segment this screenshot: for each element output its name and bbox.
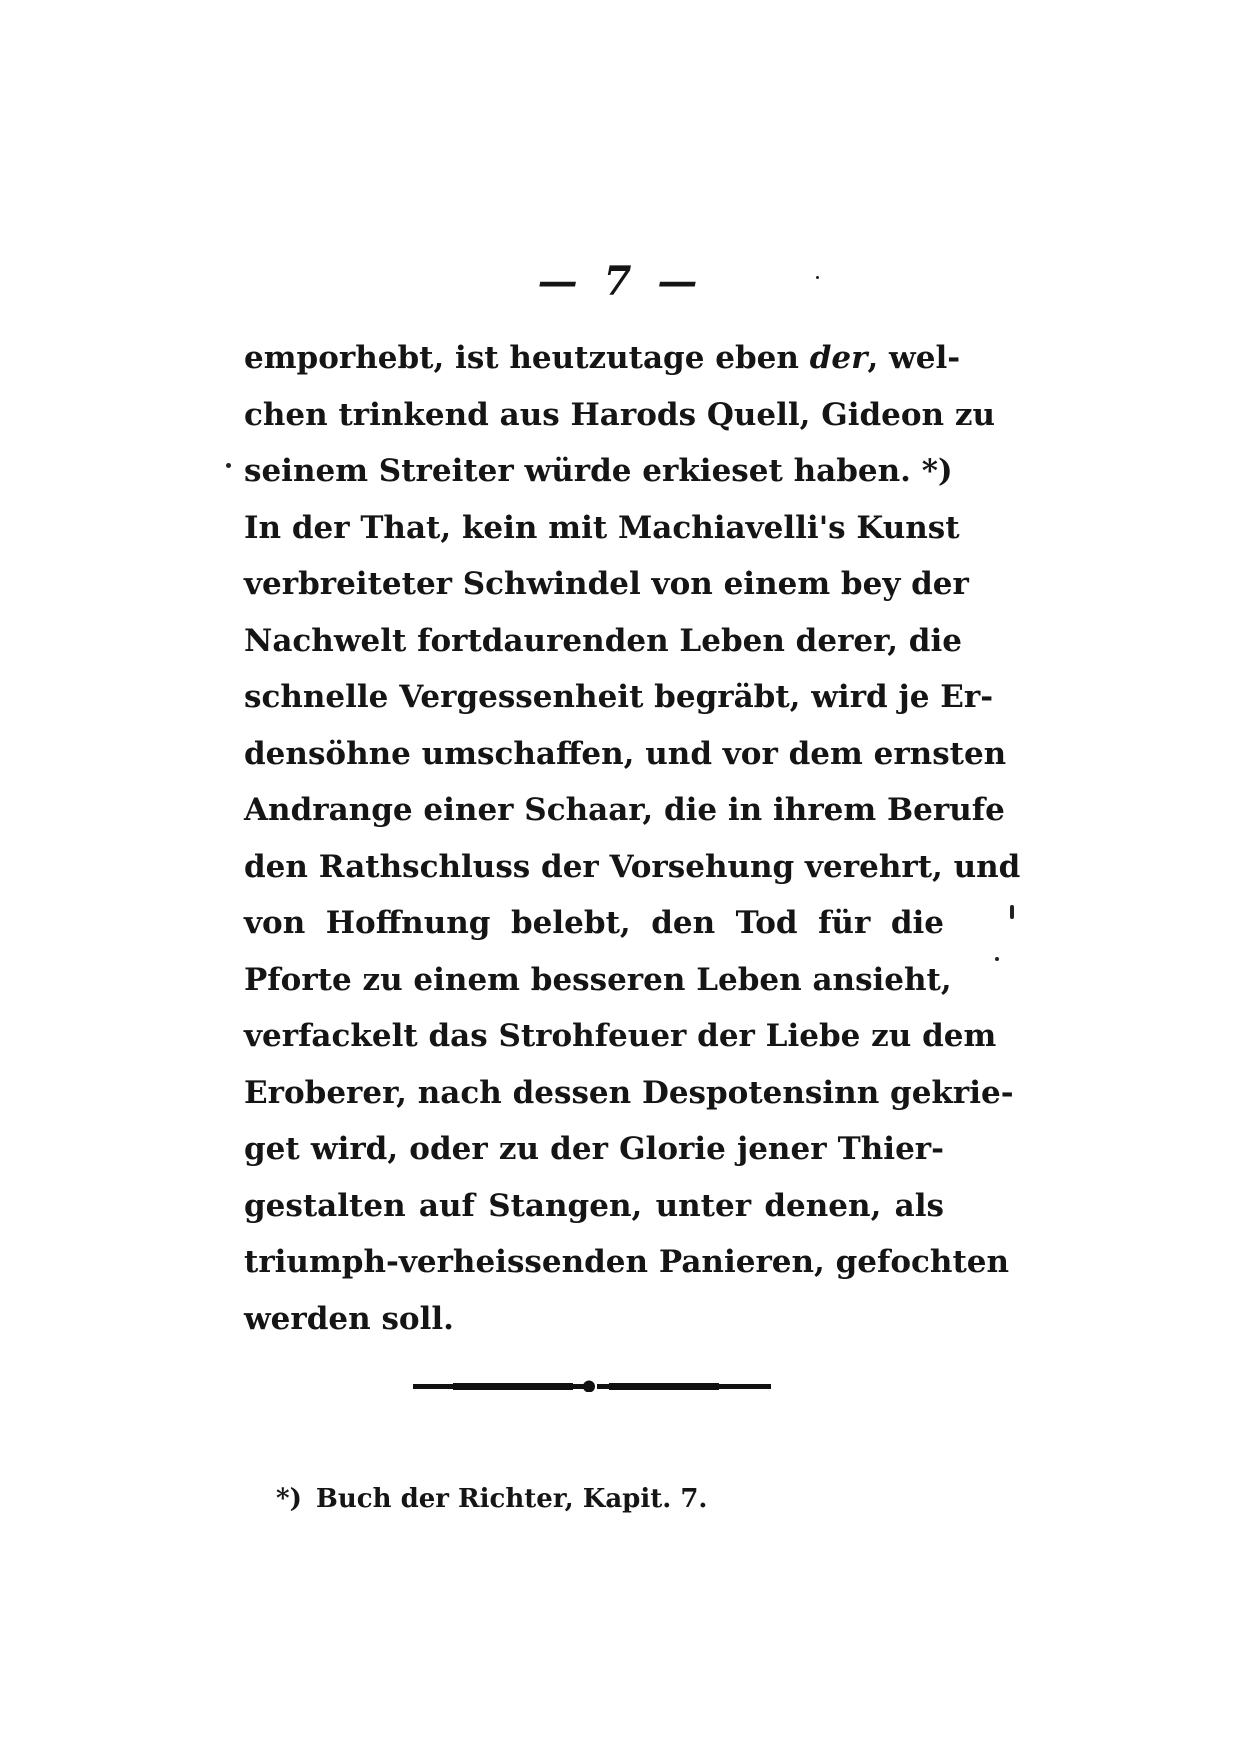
text-line: den Rathschluss der Vorsehung verehrt, und — [244, 848, 1021, 885]
text-line: get wird, oder zu der Glorie jener Thier- — [244, 1131, 944, 1167]
text-line: gestalten auf Stangen, unter denen, als — [244, 1187, 944, 1224]
text-line: Pforte zu einem besseren Leben ansieht, — [244, 961, 952, 998]
ink-speck — [995, 957, 999, 961]
page-number: — 7 — — [537, 258, 704, 305]
footnote-marker: *) — [276, 1484, 302, 1514]
footnote-text: Buch der Richter, Kapit. 7. — [315, 1484, 708, 1514]
ornamental-rule — [413, 1380, 771, 1392]
text-line: werden soll. — [244, 1300, 454, 1337]
ink-speck — [816, 276, 819, 279]
text-line-segment: emporhebt, ist heutzutage eben — [244, 340, 810, 376]
text-line: triumph-verheissenden Panieren, gefochten — [244, 1244, 1010, 1280]
text-line: Eroberer, nach dessen Despotensinn gekrie- — [244, 1074, 1014, 1111]
text-line: chen trinkend aus Harods Quell, Gideon zu — [244, 396, 996, 433]
emphasized-word: der — [809, 340, 868, 376]
text-line: densöhne umschaffen, und vor dem ernsten — [244, 735, 1007, 772]
text-line: von Hoffnung belebt, den Tod für die — [244, 905, 944, 941]
text-line: verfackelt das Strohfeuer der Liebe zu dem — [244, 1018, 997, 1054]
text-line: Nachwelt fortdaurenden Leben derer, die — [244, 622, 962, 659]
ink-speck — [1010, 905, 1014, 919]
text-line: schnelle Vergessenheit begräbt, wird je Er- — [244, 679, 994, 715]
ink-speck — [226, 463, 231, 468]
footnote — [276, 1484, 707, 1514]
text-line — [244, 330, 961, 387]
text-line: In der That, kein mit Machiavelli's Kunst — [244, 509, 960, 546]
text-line: seinem Streiter würde erkieset haben. *) — [244, 453, 953, 489]
text-line: Andrange einer Schaar, die in ihrem Berufe — [244, 792, 1005, 828]
text-line-segment: , wel- — [867, 340, 961, 376]
text-line: verbreiteter Schwindel von einem bey der — [244, 566, 969, 602]
main-text — [244, 330, 1021, 1347]
